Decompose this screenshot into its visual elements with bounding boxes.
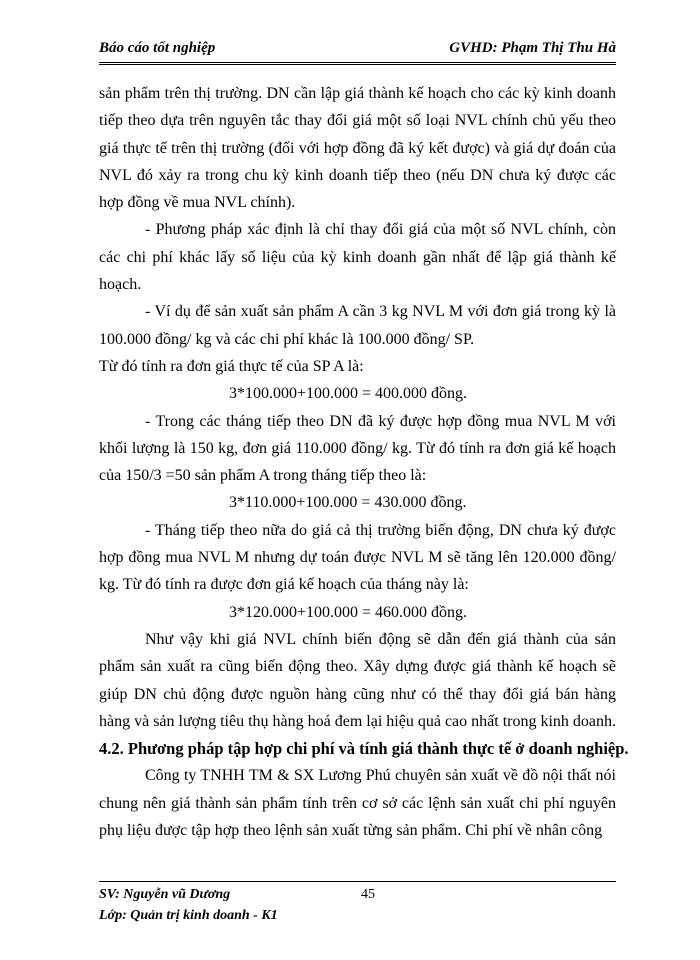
page-body	[99, 80, 629, 844]
paragraph-6: - Tháng tiếp theo nữa do giá cả thị trường biến động, DN chưa ký được hợp đồng mua NVL M nhưng dự toán được NVL M sẽ tăng lên 120.000 đồng/ kg. Từ đó tính ra được đơn giá kế hoạch của tháng này là:	[99, 521, 616, 594]
section-heading: 4.2. Phương pháp tập hợp chi phí và tính giá thành thực tế ở doanh nghiệp.	[99, 739, 629, 759]
page-header	[99, 40, 616, 62]
header-report-title: Báo cáo tốt nghiệp	[99, 40, 216, 56]
paragraph-2: - Phương pháp xác định là chỉ thay đổi giá của một số NVL chính, còn các chi phí khác lấy số liệu của kỳ kinh doanh gần nhất để lập giá thành kế hoạch.	[99, 221, 616, 294]
formula-3: 3*120.000+100.000 = 460.000 đồng.	[229, 603, 468, 621]
footer-divider	[99, 881, 616, 882]
header-divider	[99, 62, 616, 67]
page-number: 45	[361, 887, 375, 902]
footer-student-name: SV: Nguyễn vũ Dương	[99, 887, 231, 902]
paragraph-4: Từ đó tính ra đơn giá thực tế của SP A là:	[99, 357, 364, 375]
paragraph-1: sản phẩm trên thị trường. DN cần lập giá thành kế hoạch cho các kỳ kinh doanh tiếp theo dựa trên nguyên tắc thay đổi giá một số loại NVL chính chủ yếu theo giá thực tế trên thị trường (đối với hợp đồng đã ký kết được) và giá dự đoán của NVL đó xảy ra trong chu kỳ kinh doanh tiếp theo (nếu DN chưa ký được các hợp đồng về mua NVL chính).	[99, 85, 616, 212]
formula-2: 3*110.000+100.000 = 430.000 đồng.	[229, 494, 467, 512]
paragraph-8: Công ty TNHH TM & SX Lương Phú chuyên sản xuất về đồ nội thất nói chung nên giá thành sản phẩm tính trên cơ sở các lệnh sản xuất chi phí nguyên phụ liệu được tập hợp theo lệnh sản xuất từng sản phẩm. Chi phí về nhân công	[99, 767, 616, 840]
paragraph-5: - Trong các tháng tiếp theo DN đã ký được hợp đồng mua NVL M với khối lượng là 150 kg, đơn giá 110.000 đồng/ kg. Từ đó tính ra đơn giá kế hoạch của 150/3 =50 sản phẩm A trong tháng tiếp theo là:	[99, 412, 616, 485]
formula-1: 3*100.000+100.000 = 400.000 đồng.	[229, 385, 468, 403]
header-advisor: GVHD: Phạm Thị Thu Hà	[449, 40, 616, 56]
paragraph-7: Như vậy khi giá NVL chính biến động sẽ dẫn đến giá thành của sản phẩm sản xuất ra cũng biến động theo. Xây dựng được giá thành kế hoạch sẽ giúp DN chủ động được nguồn hàng cũng như có thể thay đổi giá bán hàng hàng và sản lượng tiêu thụ hàng hoá đem lại hiệu quả cao nhất trong kinh doanh.	[99, 630, 617, 730]
paragraph-3: - Ví dụ để sản xuất sản phẩm A cần 3 kg NVL M với đơn giá trong kỳ là 100.000 đồng/ kg và các chi phí khác là 100.000 đồng/ SP.	[99, 303, 616, 348]
footer-class-name: Lớp: Quản trị kinh doanh - K1	[99, 908, 278, 923]
